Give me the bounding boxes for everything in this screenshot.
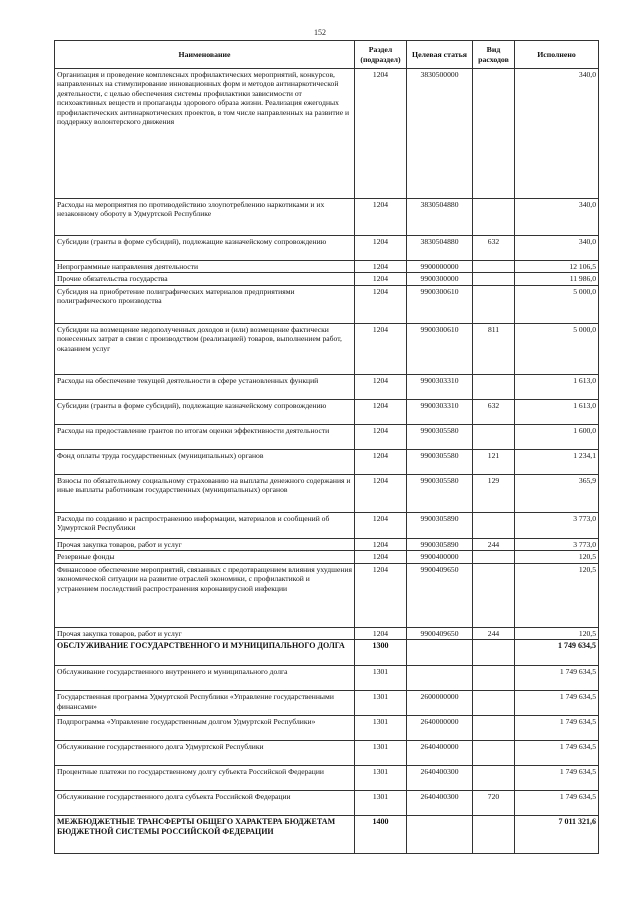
cell-done: 11 986,0 [515,273,599,285]
cell-target: 9900303310 [407,399,473,424]
cell-name: Организация и проведение комплексных профилактических мероприятий, конкурсов, направленных на стимулирование инновационных форм и методов антинаркотической деятельности, с целью обеспечения системы профилактики зависимости от психоактивных веществ и пропаганды здорового образа жизни. Реализация ежегодных профилактических антинаркотических проектов, в том числе направленных на развитие и поддержку волонтерского движения [55,69,355,199]
table-row [55,766,599,791]
cell-name: Расходы на предоставление грантов по итогам оценки эффективности деятельности [55,424,355,449]
header-section: Раздел (подраздел) [355,41,407,69]
cell-section: 1204 [355,69,407,199]
cell-name: Государственная программа Удмуртской Республики «Управление государственными финансами» [55,691,355,716]
header-type: Вид расходов [473,41,515,69]
cell-type: 244 [473,627,515,639]
cell-name: МЕЖБЮДЖЕТНЫЕ ТРАНСФЕРТЫ ОБЩЕГО ХАРАКТЕРА БЮДЖЕТАМ БЮДЖЕТНОЙ СИСТЕМЫ РОССИЙСКОЙ ФЕДЕРАЦИИ [55,816,355,854]
table-row [55,716,599,741]
cell-target: 9900000000 [407,261,473,273]
cell-done: 340,0 [515,199,599,236]
table-row [55,285,599,323]
cell-section: 1204 [355,199,407,236]
table-row [55,474,599,512]
cell-type: 129 [473,474,515,512]
cell-name: Субсидии на возмещение недополученных доходов и (или) возмещение фактически понесенных затрат в связи с производством (реализацией) товаров, выполнением работ, оказанием услуг [55,323,355,374]
cell-type: 244 [473,538,515,550]
cell-name: Расходы на обеспечение текущей деятельности в сфере установленных функций [55,374,355,399]
cell-name: Обслуживание государственного внутреннего и муниципального долга [55,666,355,691]
cell-done: 1 749 634,5 [515,666,599,691]
cell-done: 1 749 634,5 [515,791,599,816]
cell-type [473,766,515,791]
cell-done: 1 749 634,5 [515,640,599,666]
cell-done: 7 011 321,6 [515,816,599,854]
cell-target: 2640400300 [407,766,473,791]
cell-section: 1204 [355,538,407,550]
cell-target: 9900305890 [407,538,473,550]
cell-name: Процентные платежи по государственному долгу субъекта Российской Федерации [55,766,355,791]
page-number: 152 [314,28,326,37]
cell-done: 340,0 [515,236,599,261]
cell-done: 1 749 634,5 [515,691,599,716]
cell-name: ОБСЛУЖИВАНИЕ ГОСУДАРСТВЕННОГО И МУНИЦИПАЛЬНОГО ДОЛГА [55,640,355,666]
cell-type [473,691,515,716]
cell-target: 2640400300 [407,791,473,816]
table-row [55,538,599,550]
cell-name: Непрограммные направления деятельности [55,261,355,273]
cell-type [473,69,515,199]
cell-name: Обслуживание государственного долга Удмуртской Республики [55,741,355,766]
cell-type [473,551,515,563]
cell-section: 1204 [355,627,407,639]
table-row [55,666,599,691]
header-target: Целевая статья [407,41,473,69]
table-row [55,323,599,374]
cell-name: Прочие обязательства государства [55,273,355,285]
cell-name: Подпрограмма «Управление государственным долгом Удмуртской Республики» [55,716,355,741]
cell-section: 1204 [355,399,407,424]
cell-section: 1400 [355,816,407,854]
cell-type: 632 [473,399,515,424]
cell-target [407,640,473,666]
cell-name: Резервные фонды [55,551,355,563]
table-row [55,627,599,639]
cell-name: Прочая закупка товаров, работ и услуг [55,538,355,550]
cell-section: 1204 [355,449,407,474]
cell-target: 2600000000 [407,691,473,716]
cell-done: 1 234,1 [515,449,599,474]
cell-target: 9900300610 [407,323,473,374]
cell-done: 1 749 634,5 [515,766,599,791]
cell-name: Субсидии (гранты в форме субсидий), подлежащие казначейскому сопровождению [55,399,355,424]
cell-done: 1 613,0 [515,374,599,399]
cell-done: 120,5 [515,627,599,639]
table-row [55,374,599,399]
cell-done: 1 613,0 [515,399,599,424]
cell-done: 5 000,0 [515,323,599,374]
cell-done: 120,5 [515,551,599,563]
cell-type: 632 [473,236,515,261]
table-row [55,512,599,538]
cell-section: 1301 [355,766,407,791]
table-row [55,691,599,716]
cell-done: 3 773,0 [515,512,599,538]
cell-name: Расходы по созданию и распространению информации, материалов и сообщений об Удмуртской Республики [55,512,355,538]
cell-target: 9900300000 [407,273,473,285]
cell-target: 2640000000 [407,716,473,741]
cell-target: 9900305580 [407,424,473,449]
cell-type [473,816,515,854]
cell-type [473,285,515,323]
cell-target: 9900305580 [407,449,473,474]
cell-target [407,666,473,691]
table-row [55,236,599,261]
cell-done: 12 106,5 [515,261,599,273]
cell-type [473,666,515,691]
cell-section: 1301 [355,741,407,766]
cell-name: Взносы по обязательному социальному страхованию на выплаты денежного содержания и иные выплаты работникам государственных (муниципальных) органов [55,474,355,512]
cell-target: 9900300610 [407,285,473,323]
table-row [55,399,599,424]
cell-section: 1204 [355,512,407,538]
cell-section: 1204 [355,273,407,285]
cell-type: 720 [473,791,515,816]
cell-done: 365,9 [515,474,599,512]
cell-done: 1 600,0 [515,424,599,449]
cell-name: Фонд оплаты труда государственных (муниципальных) органов [55,449,355,474]
cell-section: 1204 [355,285,407,323]
cell-section: 1301 [355,716,407,741]
cell-target: 3830504880 [407,199,473,236]
table-row [55,69,599,199]
table-row [55,424,599,449]
cell-type [473,563,515,627]
table-header-row [55,41,599,69]
cell-type [473,716,515,741]
table-row [55,273,599,285]
cell-type: 811 [473,323,515,374]
cell-name: Прочая закупка товаров, работ и услуг [55,627,355,639]
cell-type: 121 [473,449,515,474]
cell-section: 1301 [355,691,407,716]
cell-target: 3830504880 [407,236,473,261]
cell-done: 120,5 [515,563,599,627]
cell-done: 1 749 634,5 [515,741,599,766]
table-row [55,563,599,627]
cell-name: Финансовое обеспечение мероприятий, связанных с предотвращением влияния ухудшения экономической ситуации на развитие отраслей экономики, с профилактикой и устранением последствий распространения коронавирусной инфекции [55,563,355,627]
cell-section: 1204 [355,563,407,627]
cell-target: 9900409650 [407,627,473,639]
cell-target: 9900305890 [407,512,473,538]
cell-name: Расходы на мероприятия по противодействию злоупотреблению наркотиками и их незаконному обороту в Удмуртской Республике [55,199,355,236]
cell-name: Субсидия на приобретение полиграфических материалов предприятиями полиграфического производства [55,285,355,323]
header-name: Наименование [55,41,355,69]
table-row [55,791,599,816]
table-body [55,69,599,854]
cell-name: Обслуживание государственного долга субъекта Российской Федерации [55,791,355,816]
cell-type [473,741,515,766]
cell-type [473,199,515,236]
cell-target: 3830500000 [407,69,473,199]
cell-section: 1204 [355,551,407,563]
cell-section: 1204 [355,261,407,273]
cell-target: 9900303310 [407,374,473,399]
cell-target [407,816,473,854]
cell-type [473,424,515,449]
cell-type [473,261,515,273]
cell-section: 1300 [355,640,407,666]
cell-section: 1204 [355,323,407,374]
table-row [55,261,599,273]
cell-section: 1204 [355,474,407,512]
cell-done: 1 749 634,5 [515,716,599,741]
table-row [55,640,599,666]
cell-name: Субсидии (гранты в форме субсидий), подлежащие казначейскому сопровождению [55,236,355,261]
cell-target: 9900400000 [407,551,473,563]
cell-type [473,640,515,666]
table-row [55,741,599,766]
budget-table [54,40,599,854]
cell-target: 9900305580 [407,474,473,512]
cell-target: 2640400000 [407,741,473,766]
table-row [55,816,599,854]
cell-done: 340,0 [515,69,599,199]
cell-done: 3 773,0 [515,538,599,550]
table-row [55,449,599,474]
cell-section: 1204 [355,424,407,449]
table-row [55,551,599,563]
header-done: Исполнено [515,41,599,69]
cell-type [473,273,515,285]
cell-done: 5 000,0 [515,285,599,323]
cell-type [473,512,515,538]
cell-type [473,374,515,399]
cell-section: 1301 [355,791,407,816]
cell-target: 9900409650 [407,563,473,627]
cell-section: 1204 [355,236,407,261]
cell-section: 1204 [355,374,407,399]
cell-section: 1301 [355,666,407,691]
table-row [55,199,599,236]
